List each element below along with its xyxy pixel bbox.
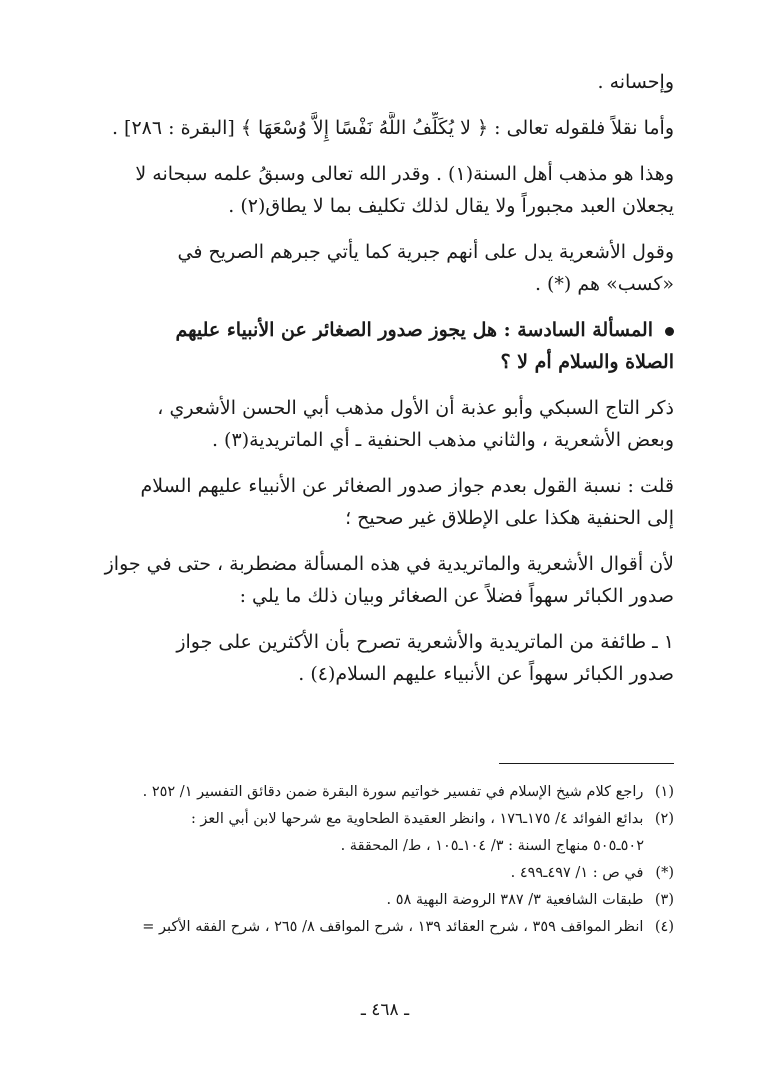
text-line: لأن أقوال الأشعرية والماتريدية في هذه المسألة مضطربة ، حتى في جواز xyxy=(104,553,674,575)
text-line: صدور الكبائر سهواً عن الأنبياء عليهم السلام(٤) . xyxy=(298,663,674,685)
text-line: وهذا هو مذهب أهل السنة(١) . وقدر الله تعالى وسبقُ علمه سبحانه لا xyxy=(135,163,674,185)
text-line: وبعض الأشعرية ، والثاني مذهب الحنفية ـ أي الماتريدية(٣) . xyxy=(211,429,674,451)
footnote: (٢) بدائع الفوائد ٤/ ١٧٥ـ١٧٦ ، وانظر العقيدة الطحاوية مع شرحها لابن أبي العز : xyxy=(190,811,674,827)
text-line: «كسب» هم (*) . xyxy=(534,273,674,295)
footnote-continuation: ٥٠٢ـ٥٠٥ منهاج السنة : ٣/ ١٠٤ـ١٠٥ ، ط/ المحققة . xyxy=(340,838,644,854)
section-heading: المسألة السادسة : هل يجوز صدور الصغائر عن الأنبياء عليهم xyxy=(96,314,674,346)
footnote: (٤) انظر المواقف ٣٥٩ ، شرح العقائد ١٣٩ ، شرح المواقف ٨/ ٢٦٥ ، شرح الفقه الأكبر = xyxy=(142,919,674,935)
text-line: إلى الحنفية هكذا على الإطلاق غير صحيح ؛ xyxy=(345,507,674,529)
footnote: (٣) طبقات الشافعية ٣/ ٣٨٧ الروضة البهية ٥٨ . xyxy=(386,892,674,908)
text-line: وإحسانه . xyxy=(597,71,674,93)
text-line: ١ ـ طائفة من الماتريدية والأشعرية تصرح بأن الأكثرين على جواز xyxy=(176,631,674,653)
bullet-icon xyxy=(665,327,674,336)
footnote: (*) في ص : ١/ ٤٩٧ـ٤٩٩ . xyxy=(510,865,674,881)
text-line: ذكر التاج السبكي وأبو عذبة أن الأول مذهب أبي الحسن الأشعري ، xyxy=(157,397,674,419)
text-line: وقول الأشعرية يدل على أنهم جبرية كما يأتي جبرهم الصريح في xyxy=(177,241,674,263)
section-heading-cont: الصلاة والسلام أم لا ؟ xyxy=(500,351,674,373)
text-line: يجعلان العبد مجبوراً ولا يقال لذلك تكليف بما لا يطاق(٢) . xyxy=(228,195,674,217)
text-line: قلت : نسبة القول بعدم جواز صدور الصغائر عن الأنبياء عليهم السلام xyxy=(140,475,674,497)
footnote-divider xyxy=(499,763,674,764)
text-line: صدور الكبائر سهواً فضلاً عن الصغائر وبيان ذلك ما يلي : xyxy=(239,585,674,607)
footnote: (١) راجع كلام شيخ الإسلام في تفسير خواتيم سورة البقرة ضمن دقائق التفسير ١/ ٢٥٢ . xyxy=(142,784,674,800)
text-line: وأما نقلاً فلقوله تعالى : ﴿ لا يُكَلِّفُ اللَّهُ نَفْسًا إِلاَّ وُسْعَهَا ﴾ [البقرة : ٢٨٦] . xyxy=(111,117,674,139)
page-number: ـ ٤٦٨ ـ xyxy=(360,1000,410,1020)
page-body xyxy=(96,66,674,1056)
